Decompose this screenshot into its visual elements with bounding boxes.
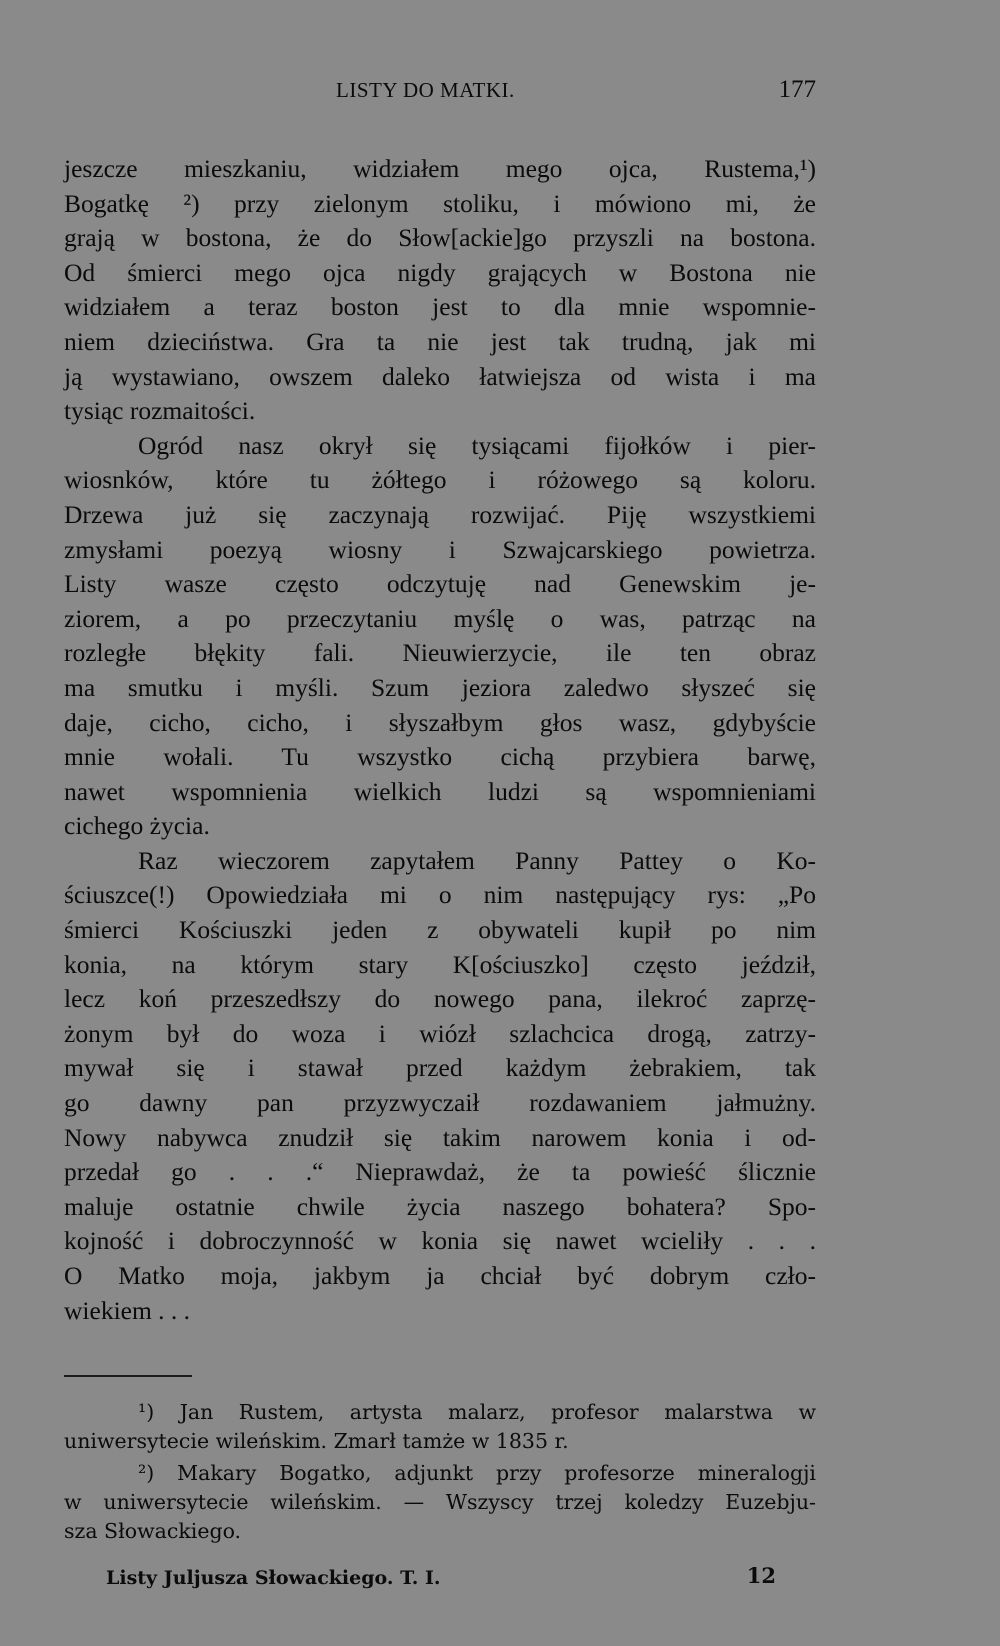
text-line: niem dzieciństwa. Gra ta nie jest tak trudną, jak mi xyxy=(64,326,816,356)
text-line: kojność i dobroczynność w konia się nawet wcieliły . . . xyxy=(64,1226,816,1256)
text-line: Od śmierci mego ojca nigdy grających w Bostona nie xyxy=(64,257,816,287)
text-line: Nowy nabywca znudził się takim narowem konia i od- xyxy=(64,1122,816,1152)
text-line: rozległe błękity fali. Nieuwierzycie, ile ten obraz xyxy=(64,638,816,668)
text-line: Ogród nasz okrył się tysiącami fijołków i pier- xyxy=(138,430,816,460)
printer-signature: Listy Juljusza Słowackiego. T. I. xyxy=(106,1567,441,1589)
text-line: jeszcze mieszkaniu, widziałem mego ojca, Rustema,¹) xyxy=(64,154,816,183)
footnote-separator xyxy=(64,1375,192,1377)
page-number: 177 xyxy=(778,76,816,103)
text-line: konia, na którym stary K[ościuszko] często jeździł, xyxy=(64,949,816,979)
text-line: Bogatkę ²) przy zielonym stoliku, i mówiono mi, że xyxy=(64,188,816,218)
text-line: daje, cicho, cicho, i słyszałbym głos wasz, gdybyście xyxy=(64,707,816,737)
text-line: Raz wieczorem zapytałem Panny Pattey o Ko- xyxy=(138,845,816,875)
text-line: tysiąc rozmaitości. xyxy=(64,396,256,426)
text-line: mywał się i stawał przed każdym żebrakiem, tak xyxy=(64,1053,816,1083)
text-line: nawet wspomnienia wielkich ludzi są wspomnieniami xyxy=(64,776,816,806)
text-line: lecz koń przeszedłszy do nowego pana, ilekroć zaprzę- xyxy=(64,984,816,1014)
page-footer xyxy=(106,1563,776,1597)
sheet-number: 12 xyxy=(746,1563,776,1588)
text-line: maluje ostatnie chwile życia naszego bohatera? Spo- xyxy=(64,1191,816,1221)
footnote-line: uniwersytecie wileńskim. Zmarł tamże w 1835 r. xyxy=(64,1429,569,1453)
text-line: ściuszce(!) Opowiedziała mi o nim następujący rys: „Po xyxy=(64,880,816,910)
text-line: O Matko moja, jakbym ja chciał być dobrym czło- xyxy=(64,1261,816,1290)
footnote-line: ²) Makary Bogatko, adjunkt przy profesorze mineralogji xyxy=(138,1461,816,1485)
text-line: ją wystawiano, owszem daleko łatwiejsza od wista i ma xyxy=(64,361,816,391)
text-line: grają w bostona, że do Słow[ackie]go przyszli na bostona. xyxy=(64,223,816,253)
footnotes xyxy=(64,1398,816,1546)
text-line: Listy wasze często odczytuję nad Genewskim je- xyxy=(64,569,816,599)
text-line: śmierci Kościuszki jeden z obywateli kupił po nim xyxy=(64,915,816,945)
text-line: go dawny pan przyzwyczaił rozdawaniem jałmużny. xyxy=(64,1088,816,1118)
footnote-1 xyxy=(64,1398,816,1456)
text-line: wiosnków, które tu żółtego i różowego są koloru. xyxy=(64,465,816,495)
text-line: Drzewa już się zaczynają rozwijać. Piję wszystkiemi xyxy=(64,499,816,529)
footnote-2 xyxy=(64,1459,816,1546)
page-header xyxy=(64,78,816,108)
footnote-line: w uniwersytecie wileńskim. — Wszyscy trzej koledzy Euzebju- xyxy=(64,1490,816,1514)
text-line: wiekiem . . . xyxy=(64,1295,191,1325)
text-line: zmysłami poezyą wiosny i Szwajcarskiego powietrza. xyxy=(64,534,816,564)
footnote-line: ¹) Jan Rustem, artysta malarz, profesor malarstwa w xyxy=(138,1400,816,1424)
text-line: żonym był do woza i wiózł szlachcica drogą, zatrzy- xyxy=(64,1018,816,1048)
text-line: ziorem, a po przeczytaniu myślę o was, patrząc na xyxy=(64,603,816,633)
running-title: LISTY DO MATKI. xyxy=(336,78,515,102)
footnote-line: sza Słowackiego. xyxy=(64,1519,242,1543)
body-text xyxy=(64,152,816,1328)
text-line: ma smutku i myśli. Szum jeziora zaledwo słyszeć się xyxy=(64,672,816,702)
text-line: widziałem a teraz boston jest to dla mnie wspomnie- xyxy=(64,292,816,322)
text-line: przedał go . . .“ Nieprawdaż, że ta powieść ślicznie xyxy=(64,1157,816,1187)
text-line: cichego życia. xyxy=(64,811,210,841)
text-line: mnie wołali. Tu wszystko cichą przybiera barwę, xyxy=(64,742,816,772)
